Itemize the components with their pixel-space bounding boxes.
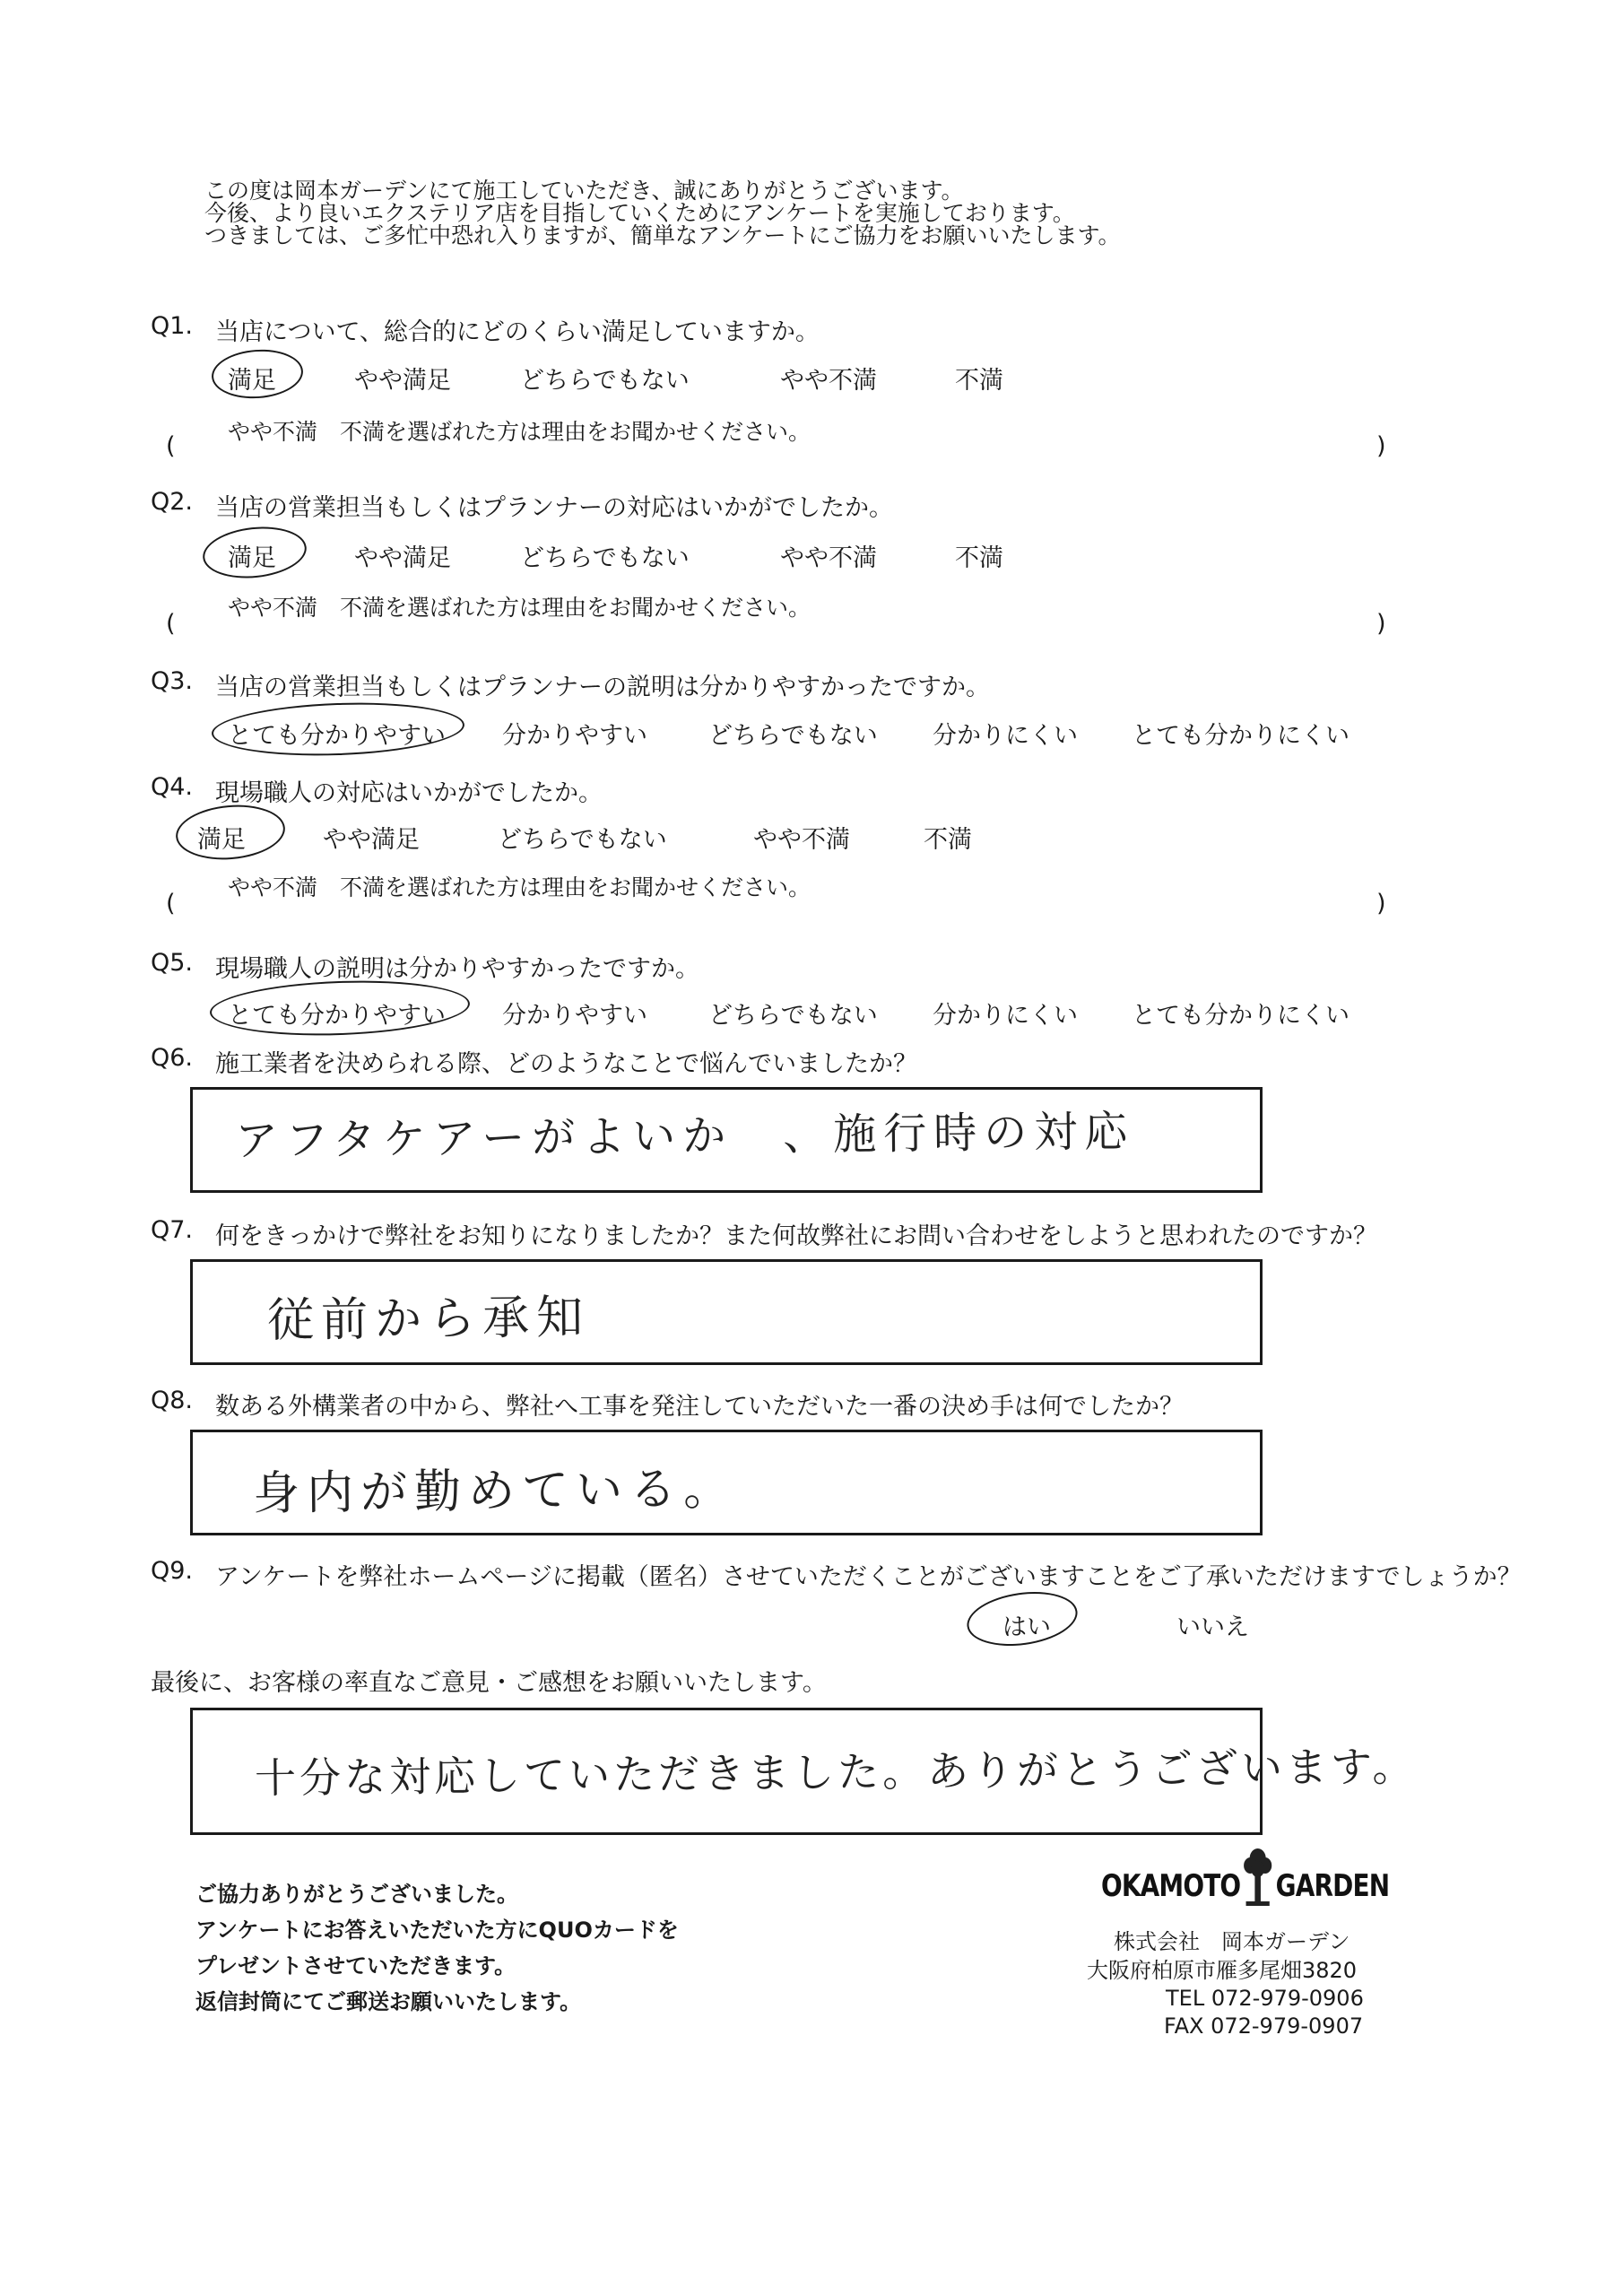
question-number: Q8.	[151, 1387, 194, 1414]
option-hai[interactable]: はい	[1002, 1613, 1051, 1641]
option-manzoku[interactable]: 満足	[228, 367, 276, 395]
close-paren: )	[1376, 432, 1386, 460]
option-dochiratemonai[interactable]: どちらでもない	[708, 1002, 878, 1030]
thank-you-note	[195, 1876, 679, 2020]
option-dochiratemonai[interactable]: どちらでもない	[498, 826, 667, 854]
tree-icon	[1242, 1846, 1274, 1909]
question-number: Q2.	[151, 488, 194, 516]
footer-line: アンケートにお答えいただいた方にQUOカードを	[195, 1918, 679, 1943]
footer-line: プレゼントさせていただきます。	[195, 1953, 516, 1979]
question-number: Q4.	[151, 773, 194, 801]
option-yaya-fuman[interactable]: やや不満	[753, 826, 850, 854]
option-wakariyasui[interactable]: 分かりやすい	[502, 722, 647, 750]
option-totemo-wakarinikui[interactable]: とても分かりにくい	[1132, 722, 1350, 750]
intro-line: この度は岡本ガーデンにて施工していただき、誠にありがとうございます。	[204, 178, 964, 204]
handwritten-answer: アフタケアーがよいか 、施行時の対応	[234, 1106, 1135, 1167]
final-prompt: 最後に、お客様の率直なご意見・ご感想をお願いいたします。	[151, 1669, 827, 1697]
question-number: Q5.	[151, 949, 194, 977]
question-text: 当店について、総合的にどのくらい満足していますか。	[215, 318, 820, 346]
question-number: Q1.	[151, 312, 194, 340]
question-number: Q3.	[151, 667, 194, 695]
open-paren: (	[166, 890, 176, 918]
question-text: 当店の営業担当もしくはプランナーの対応はいかがでしたか。	[215, 494, 893, 522]
footer-line: 返信封筒にてご郵送お願いいたします。	[195, 1989, 582, 2014]
intro-text	[204, 179, 1121, 247]
option-dochiratemonai[interactable]: どちらでもない	[520, 367, 690, 395]
selection-circle	[964, 1586, 1081, 1653]
option-yaya-manzoku[interactable]: やや満足	[323, 826, 420, 854]
question-text: 数ある外構業者の中から、弊社へ工事を発注していただいた一番の決め手は何でしたか？	[215, 1393, 1184, 1421]
option-dochiratemonai[interactable]: どちらでもない	[708, 722, 878, 750]
option-totemo-wakariyasui[interactable]: とても分かりやすい	[228, 722, 446, 750]
open-paren: (	[166, 432, 176, 460]
reason-prompt: やや不満 不満を選ばれた方は理由をお聞かせください。	[228, 419, 812, 445]
question-text: 現場職人の対応はいかがでしたか。	[215, 779, 603, 807]
option-wakariyasui[interactable]: 分かりやすい	[502, 1002, 647, 1030]
option-totemo-wakariyasui[interactable]: とても分かりやすい	[228, 1002, 446, 1030]
question-text: 現場職人の説明は分かりやすかったですか。	[215, 955, 699, 983]
company-tel: TEL 072-979-0906	[1166, 1986, 1364, 2011]
option-totemo-wakarinikui[interactable]: とても分かりにくい	[1132, 1002, 1350, 1030]
reason-prompt: やや不満 不満を選ばれた方は理由をお聞かせください。	[228, 874, 812, 900]
company-logo: OKAMOTO GARDEN	[1101, 1846, 1389, 1909]
option-manzoku[interactable]: 満足	[197, 826, 246, 854]
question-text: 施工業者を決められる際、どのようなことで悩んでいましたか？	[215, 1050, 917, 1078]
option-wakarinikui[interactable]: 分かりにくい	[933, 722, 1078, 750]
option-manzoku[interactable]: 満足	[228, 544, 276, 572]
question-number: Q7.	[151, 1216, 194, 1244]
handwritten-comment: 十分な対応していただきました。ありがとうございます。	[254, 1742, 1418, 1803]
option-wakarinikui[interactable]: 分かりにくい	[933, 1002, 1078, 1030]
handwritten-answer: 従前から承知	[266, 1291, 591, 1348]
close-paren: )	[1376, 610, 1386, 638]
option-yaya-manzoku[interactable]: やや満足	[354, 544, 451, 572]
option-fuman[interactable]: 不満	[955, 544, 1003, 572]
selection-circle	[174, 801, 288, 864]
footer-line: ご協力ありがとうございました。	[195, 1882, 518, 1907]
selection-circle	[200, 522, 308, 583]
option-yaya-fuman[interactable]: やや不満	[780, 367, 877, 395]
option-yaya-fuman[interactable]: やや不満	[780, 544, 877, 572]
option-fuman[interactable]: 不満	[924, 826, 972, 854]
question-number: Q9.	[151, 1557, 194, 1585]
option-yaya-manzoku[interactable]: やや満足	[354, 367, 451, 395]
company-address: 大阪府柏原市雁多尾畑3820	[1087, 1958, 1358, 1983]
company-fax: FAX 072-979-0907	[1164, 2013, 1364, 2039]
option-fuman[interactable]: 不満	[955, 367, 1003, 395]
question-text: アンケートを弊社ホームページに掲載（匿名）させていただくことがございますことをご了承いただけますでしょうか？	[215, 1563, 1522, 1591]
close-paren: )	[1376, 890, 1386, 918]
option-iie[interactable]: いいえ	[1176, 1613, 1249, 1641]
question-text: 何をきっかけで弊社をお知りになりましたか？また何故弊社にお問い合わせをしようと思われたのですか？	[215, 1222, 1377, 1250]
intro-line: 今後、より良いエクステリア店を目指していくためにアンケートを実施しております。	[204, 200, 1075, 226]
reason-prompt: やや不満 不満を選ばれた方は理由をお聞かせください。	[228, 595, 812, 621]
company-name: 株式会社 岡本ガーデン	[1114, 1929, 1350, 1954]
question-number: Q6.	[151, 1044, 194, 1072]
option-dochiratemonai[interactable]: どちらでもない	[520, 544, 690, 572]
intro-line: つきましては、ご多忙中恐れ入りますが、簡単なアンケートにご協力をお願いいたします。	[204, 222, 1121, 248]
selection-circle	[210, 347, 305, 402]
handwritten-answer: 身内が勤めている。	[252, 1462, 738, 1521]
question-text: 当店の営業担当もしくはプランナーの説明は分かりやすかったですか。	[215, 674, 990, 701]
open-paren: (	[166, 610, 176, 638]
